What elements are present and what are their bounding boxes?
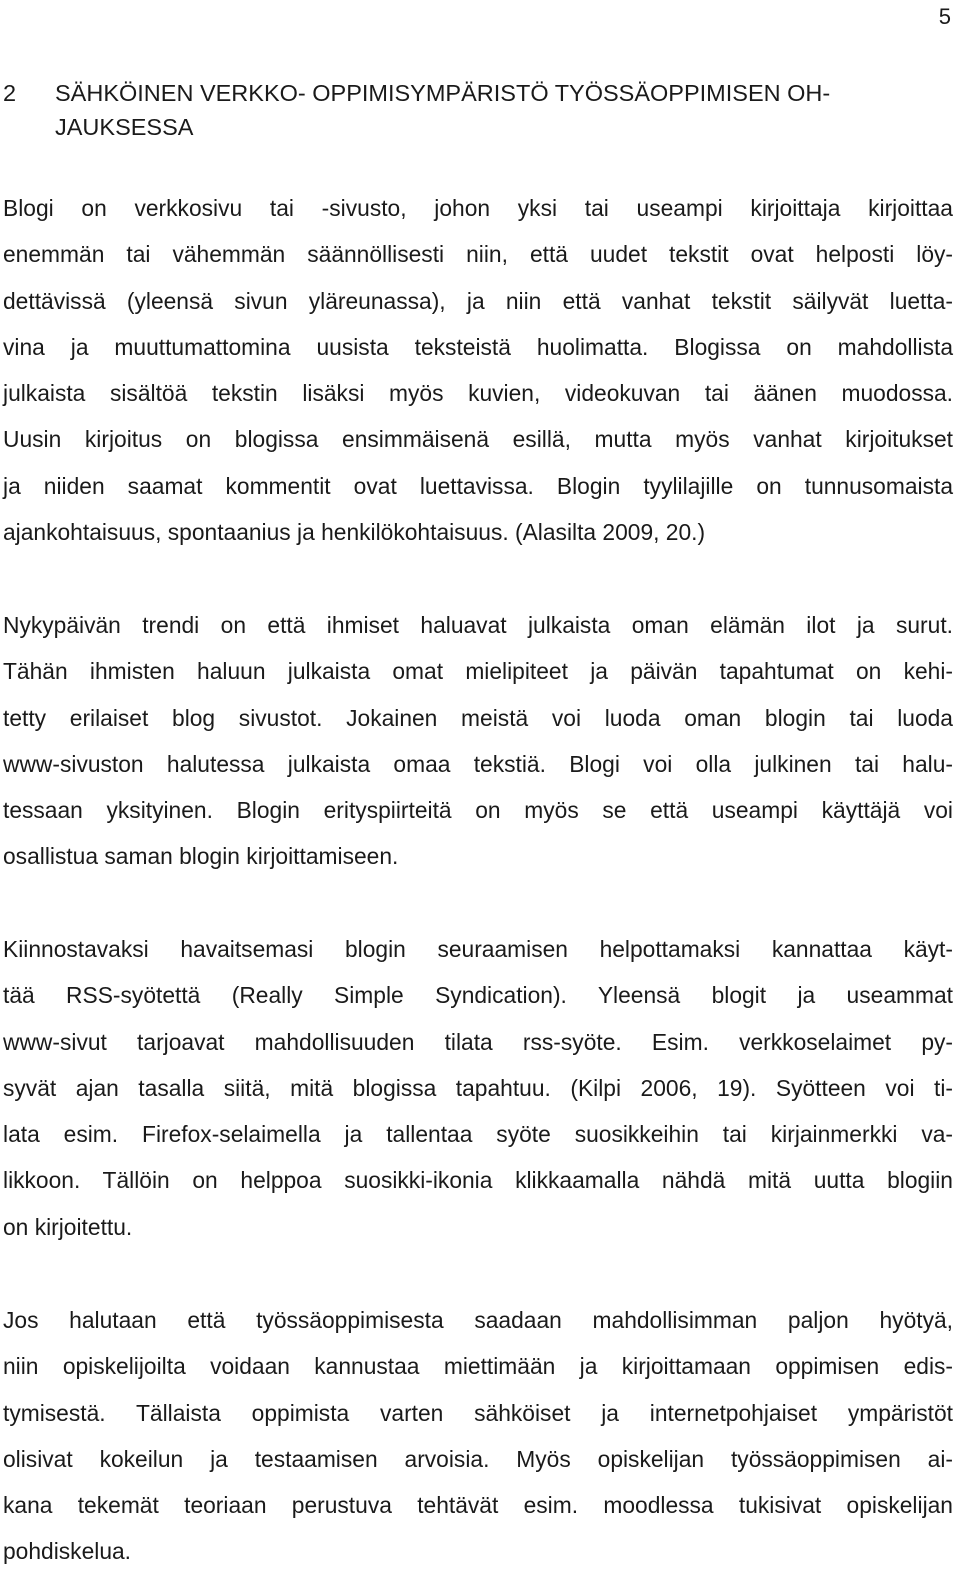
paragraph-line: olisivat kokeilun ja testaamisen arvoisia. Myös opiskelijan työssäoppimisen ai- [3,1445,953,1472]
section-title-line-2: JAUKSESSA [55,114,194,140]
paragraph-line: likkoon. Tällöin on helppoa suosikki-ikonia klikkaamalla nähdä mitä uutta blogiin [3,1167,953,1194]
paragraph-line: on kirjoitettu. [3,1213,133,1240]
paragraph-line: julkaista sisältöä tekstin lisäksi myös kuvien, videokuvan tai äänen muodossa. [3,380,953,407]
paragraph-line: pohdiskelua. [3,1538,132,1565]
paragraph-line: kana tekemät teoriaan perustuva tehtävät esim. moodlessa tukisivat opiskelijan [3,1492,953,1519]
section-number: 2 [3,80,17,106]
paragraph-line: www-sivut tarjoavat mahdollisuuden tilata rss-syöte. Esim. verkkoselaimet py- [3,1028,953,1055]
paragraph-line: tessaan yksityinen. Blogin erityspiirteitä on myös se että useampi käyttäjä voi [3,797,953,824]
paragraph-line: ja niiden saamat kommentit ovat luettavissa. Blogin tyylilajille on tunnusomaista [3,472,953,499]
paragraph-line: dettävissä (yleensä sivun yläreunassa), ja niin että vanhat tekstit säilyvät luetta- [3,287,953,314]
paragraph-rss [3,926,953,1250]
paragraph-line: Jos halutaan että työssäoppimisesta saadaan mahdollisimman paljon hyötyä, [3,1307,953,1333]
paragraph-line: tymisestä. Tällaista oppimista varten sähköiset ja internetpohjaiset ympäristöt [3,1399,953,1426]
paragraph-line: Blogi on verkkosivu tai -sivusto, johon yksi tai useampi kirjoittaja kirjoittaa [3,195,953,221]
paragraph-blog-definition [3,185,953,555]
paragraph-workplace-learning [3,1297,953,1575]
paragraph-line: ajankohtaisuus, spontaanius ja henkilökohtaisuus. (Alasilta 2009, 20.) [3,519,706,546]
page-number: 5 [938,4,951,29]
section-heading [3,76,953,144]
paragraph-line: www-sivuston halutessa julkaista omaa tekstiä. Blogi voi olla julkinen tai halu- [3,750,953,777]
paragraph-line: Nykypäivän trendi on että ihmiset haluavat julkaista oman elämän ilot ja surut. [3,612,953,638]
paragraph-line: Tähän ihmisten haluun julkaista omat mielipiteet ja päivän tapahtumat on kehi- [3,658,953,685]
paragraph-line: vina ja muuttumattomina uusista teksteistä huolimatta. Blogissa on mahdollista [3,333,953,360]
paragraph-line: syvät ajan tasalla siitä, mitä blogissa tapahtuu. (Kilpi 2006, 19). Syötteen voi ti- [3,1074,953,1101]
paragraph-line: osallistua saman blogin kirjoittamiseen. [3,843,399,870]
paragraph-line: enemmän tai vähemmän säännöllisesti niin, että uudet tekstit ovat helposti löy- [3,241,953,268]
paragraph-line: tää RSS-syötettä (Really Simple Syndication). Yleensä blogit ja useammat [3,982,953,1009]
paragraph-line: lata esim. Firefox-selaimella ja tallentaa syöte suosikkeihin tai kirjainmerkki va- [3,1121,953,1148]
paragraph-blog-trend [3,602,953,880]
paragraph-line: Uusin kirjoitus on blogissa ensimmäisenä esillä, mutta myös vanhat kirjoitukset [3,426,953,453]
paragraph-line: Kiinnostavaksi havaitsemasi blogin seuraamisen helpottamaksi kannattaa käyt- [3,936,953,962]
paragraph-line: tetty erilaiset blog sivustot. Jokainen meistä voi luoda oman blogin tai luoda [3,704,953,731]
section-title-line-1: SÄHKÖINEN VERKKO- OPPIMISYMPÄRISTÖ TYÖSSÄOPPIMISEN OH- [55,80,831,106]
paragraph-line: niin opiskelijoilta voidaan kannustaa miettimään ja kirjoittamaan oppimisen edis- [3,1353,953,1380]
